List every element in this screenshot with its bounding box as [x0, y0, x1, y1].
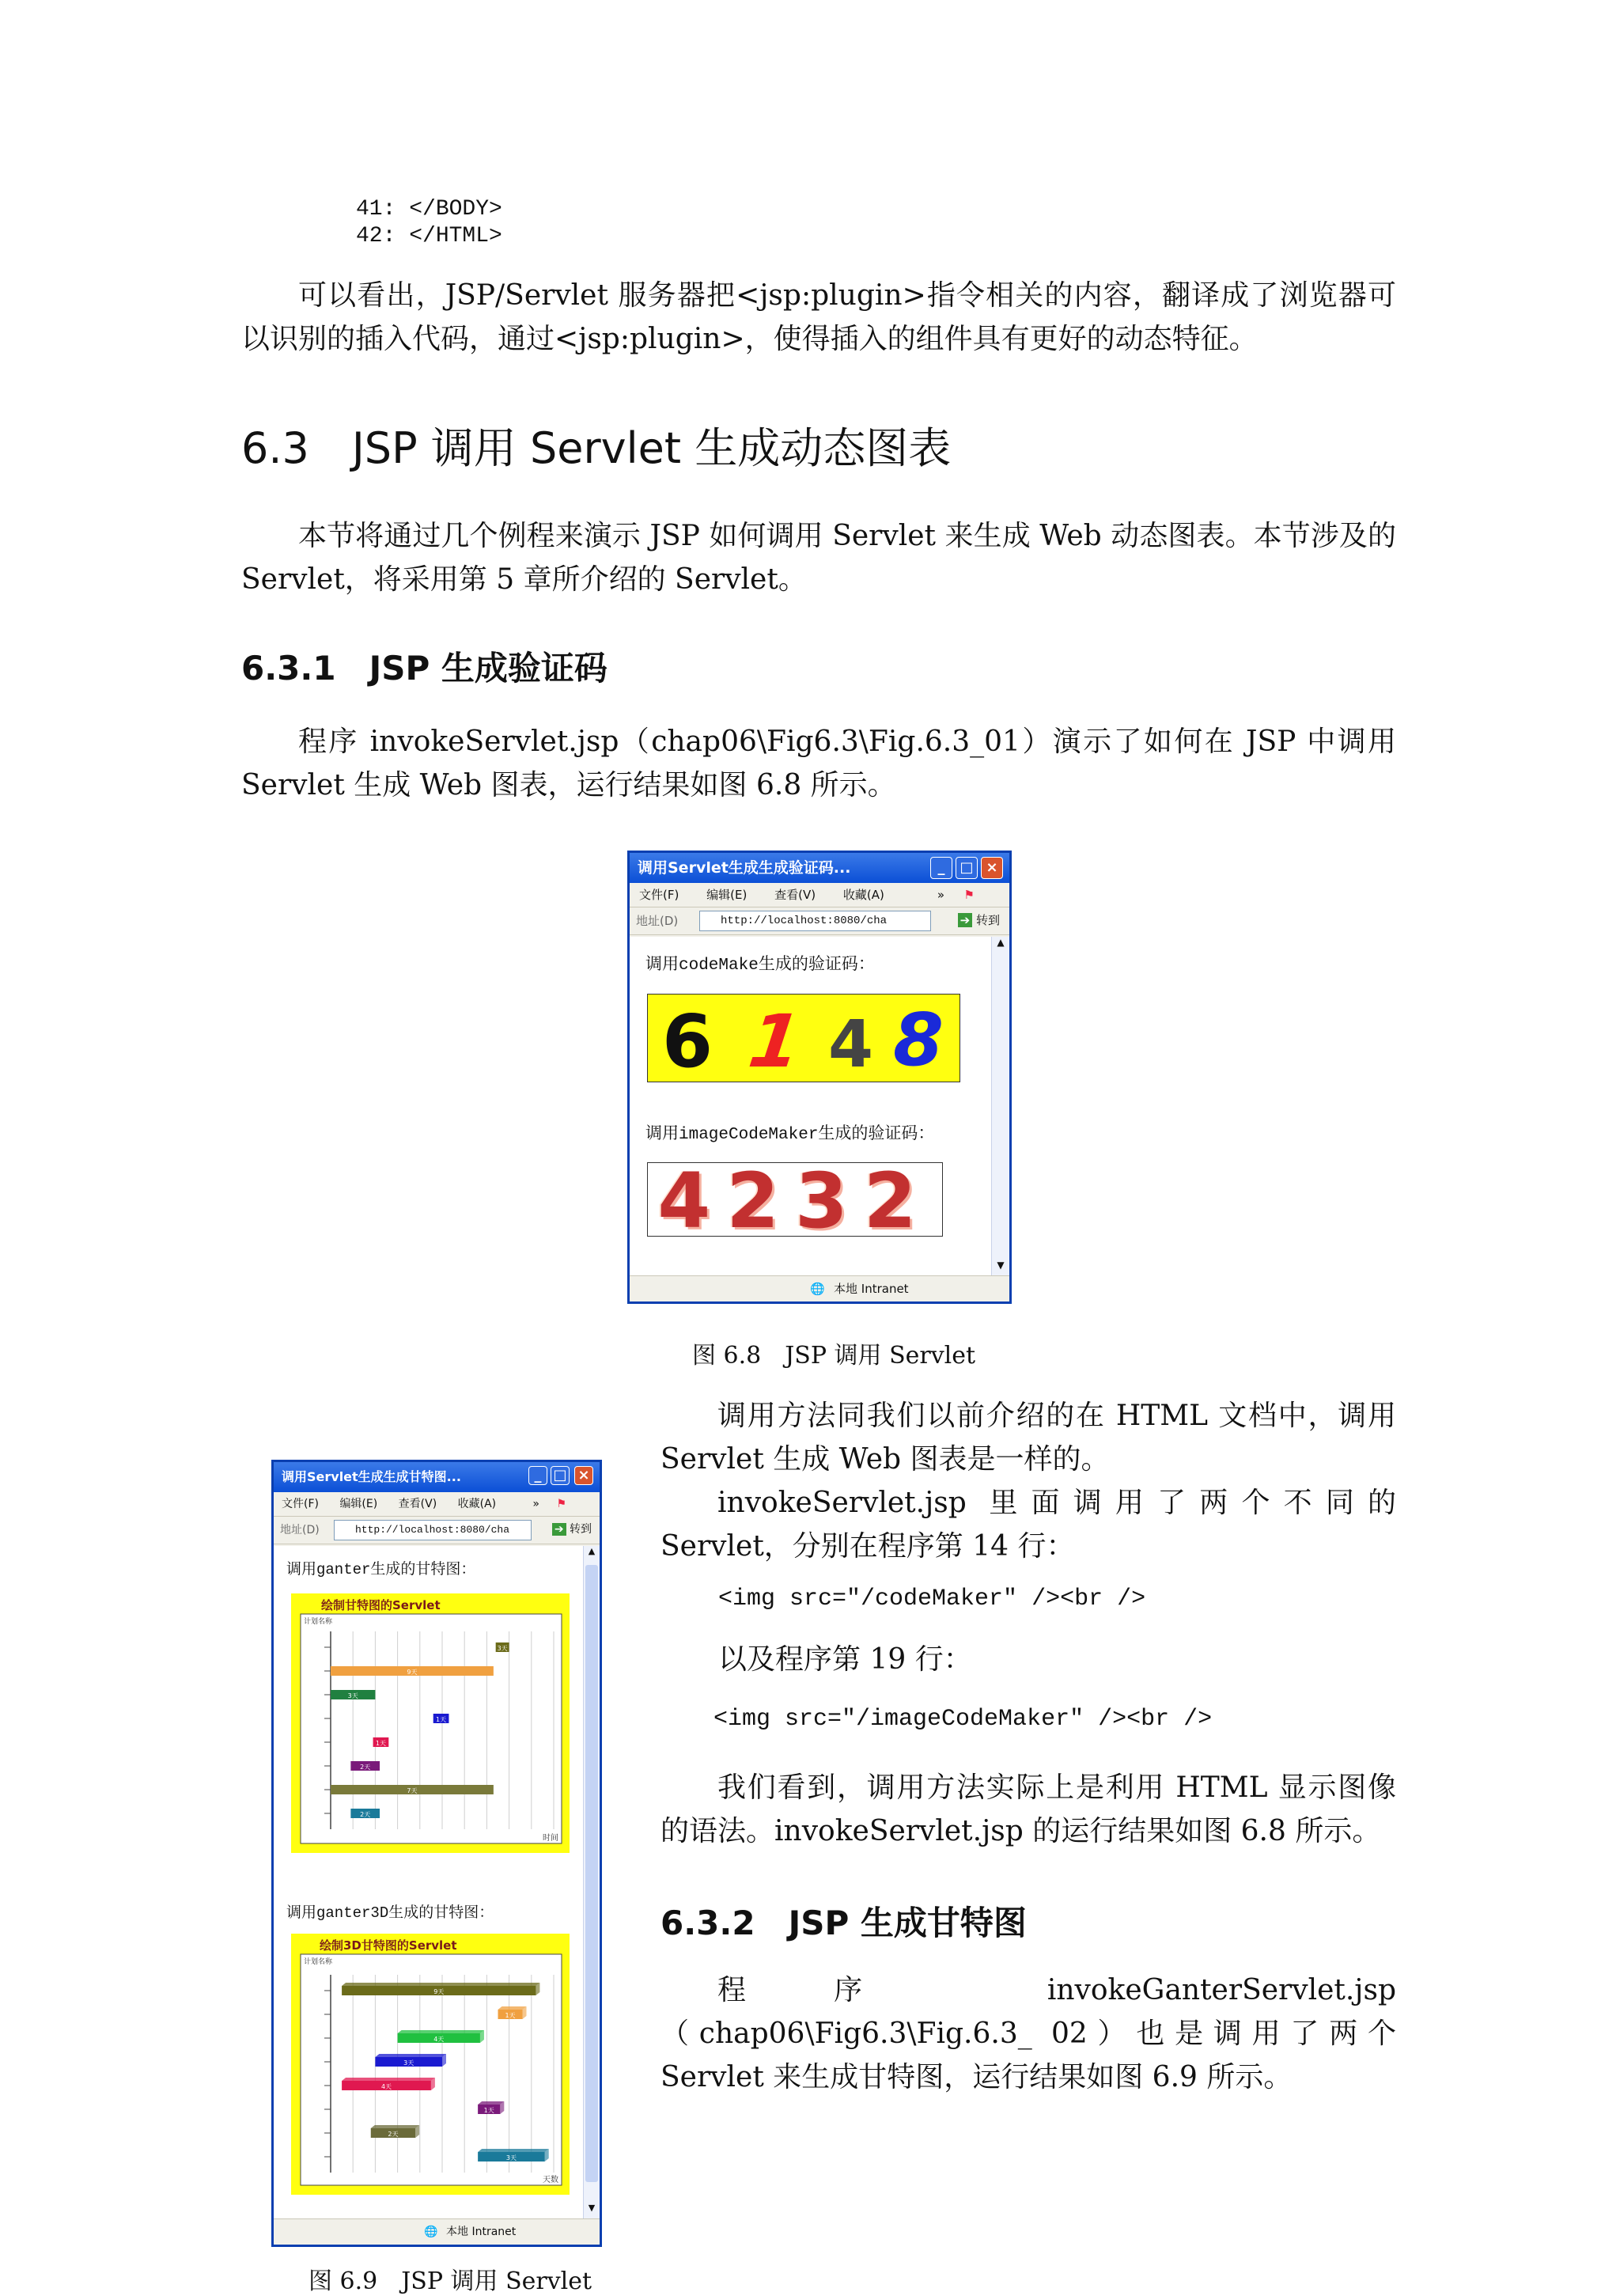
captcha-digit: 4 [828, 1007, 874, 1082]
gantt-bar-label: 3天 [347, 1692, 358, 1699]
scroll-thumb[interactable] [585, 1565, 598, 2182]
scroll-down-icon[interactable]: ▼ [588, 2203, 596, 2213]
page-content [630, 937, 992, 1277]
gantt-chart-2 [291, 1934, 570, 2195]
gantt-bar-top [375, 2054, 446, 2057]
address-bar [274, 1517, 600, 1544]
status-bar [630, 1275, 1009, 1301]
gantt-bar-label: 1天 [483, 2107, 494, 2114]
status-zone: 本地 Intranet [446, 2226, 517, 2238]
gantt-bar-label: 3天 [505, 2154, 517, 2161]
paragraph-line-19: 以及程序第 19 行： [718, 1643, 972, 1676]
chart-title: 绘制3D甘特图的Servlet [320, 1938, 457, 1953]
subsection-title-captcha: 6.3.1 JSP 生成验证码 [241, 649, 608, 688]
minimize-button[interactable]: _ [528, 1466, 547, 1485]
close-button[interactable]: × [574, 1466, 593, 1485]
section-title: 6.3 JSP 调用 Servlet 生成动态图表 [241, 423, 952, 473]
paragraph-html-syntax: 我们看到，调用方法实际上是利用 HTML 显示图像的语法。invokeServlet.jsp 的运行结果如图 6.8 所示。 [660, 1771, 1396, 1847]
gantt-bar-label: 1天 [436, 1716, 447, 1723]
captcha-digit: 8 [893, 998, 944, 1082]
gantt-label-2: 调用ganter3D生成的甘特图： [286, 1904, 494, 1922]
menu-edit[interactable]: 编辑(E) [706, 888, 748, 902]
captcha-digit: 6 [662, 999, 713, 1084]
gantt-bar-label: 1天 [375, 1740, 386, 1747]
minimize-button[interactable]: _ [930, 857, 952, 879]
chart-y-axis-label: 计划名称 [304, 1618, 333, 1626]
menu-view[interactable]: 查看(V) [398, 1498, 437, 1510]
globe-icon: 🌐 [424, 2226, 438, 2238]
gantt-bar-top [342, 2078, 435, 2081]
figure-6-9-browser-window [271, 1460, 602, 2247]
paragraph-captcha-intro: 程序 invokeServlet.jsp（chap06\Fig6.3\Fig.6.3_01）演示了如何在 JSP 中调用 Servlet 生成 Web 图表，运行结果如图 6.8 所示。 [241, 726, 1396, 801]
chart-title: 绘制甘特图的Servlet [321, 1598, 441, 1612]
figure-6-8-browser-window [627, 851, 1012, 1304]
gantt-bar-top [498, 2006, 527, 2010]
status-bar [274, 2218, 600, 2245]
captcha-image-2 [647, 1162, 943, 1237]
gantt-bar-label: 2天 [388, 2131, 399, 2138]
chevron-more-icon[interactable]: » [532, 1498, 539, 1510]
menu-view[interactable]: 查看(V) [774, 888, 816, 902]
menu-file[interactable]: 文件(F) [639, 888, 679, 902]
paragraph-section-intro: 本节将通过几个例程来演示 JSP 如何调用 Servlet 来生成 Web 动态图表。本节涉及的 Servlet，将采用第 5 章所介绍的 Servlet。 [241, 520, 1396, 596]
menu-favorites[interactable]: 收藏(A) [842, 888, 884, 902]
code-line-codemaker: <img src="/codeMaker" /><br /> [718, 1586, 1146, 1612]
paragraph-plugin-summary: 可以看出，JSP/Servlet 服务器把<jsp:plugin>指令相关的内容，翻译成了浏览器可以识别的插入代码，通过<jsp:plugin>，使得插入的组件具有更好的动态特征。 [241, 279, 1396, 355]
code-line: 41: </BODY> [356, 197, 502, 222]
gantt-bar-label: 9天 [407, 1669, 418, 1676]
window-titlebar [630, 853, 1009, 883]
gantt-bar-label: 2天 [360, 1811, 371, 1818]
vertical-scrollbar[interactable] [583, 1546, 600, 2218]
chart-y-axis-label: 计划名称 [304, 1958, 333, 1966]
vertical-scrollbar[interactable] [991, 937, 1009, 1277]
gantt-chart-1 [291, 1593, 570, 1853]
gantt-bar-top [478, 2149, 549, 2152]
windows-flag-icon: ⚑ [556, 1498, 566, 1510]
captcha-text: 4232 [657, 1162, 933, 1237]
figure-6-9-caption: 图 6.9 JSP 调用 Servlet [308, 2268, 592, 2295]
status-zone: 本地 Intranet [834, 1282, 909, 1296]
go-button[interactable] [552, 1520, 592, 1539]
gantt-bar-label: 4天 [380, 2083, 392, 2090]
go-arrow-icon: ➔ [552, 1523, 566, 1536]
captcha-image-1 [647, 994, 960, 1082]
menu-bar [630, 883, 1009, 907]
gantt-bar-label: 3天 [403, 2059, 414, 2067]
menu-file[interactable]: 文件(F) [282, 1498, 319, 1510]
gantt-bar-label: 9天 [433, 1988, 445, 1995]
address-input[interactable]: http://localhost:8080/cha [699, 911, 931, 931]
captcha-label-1: 调用codeMake生成的验证码： [645, 957, 875, 975]
globe-icon: 🌐 [810, 1282, 825, 1296]
window-title: 调用Servlet生成生成甘特图... [282, 1469, 461, 1484]
gantt-bar-label: 2天 [360, 1764, 371, 1771]
paragraph-invoke-method: 调用方法同我们以前介绍的在 HTML 文档中，调用 Servlet 生成 Web 图表是一样的。 [660, 1400, 1396, 1476]
gantt-bar-label: 7天 [407, 1787, 418, 1794]
gantt-bar-label: 1天 [505, 2012, 516, 2019]
chart-x-axis-label: 时间 [543, 1834, 558, 1843]
gantt-bar-label: 3天 [497, 1645, 508, 1652]
menu-edit[interactable]: 编辑(E) [339, 1498, 378, 1510]
windows-flag-icon: ⚑ [963, 888, 975, 902]
gantt-bar-top [478, 2101, 504, 2105]
close-button[interactable]: × [981, 857, 1003, 879]
gantt-bar-top [398, 2030, 484, 2033]
address-label: 地址(D) [636, 914, 679, 928]
page-content [274, 1546, 584, 2218]
chevron-more-icon[interactable]: » [937, 888, 944, 902]
go-arrow-icon: ➔ [958, 913, 973, 927]
menu-bar [274, 1492, 600, 1517]
address-bar [630, 907, 1009, 935]
scroll-up-icon[interactable]: ▲ [997, 937, 1005, 948]
go-label: 转到 [975, 913, 1000, 927]
code-block-top [356, 196, 502, 250]
window-titlebar [274, 1462, 600, 1492]
gantt-bar-label: 4天 [433, 2036, 445, 2043]
code-line: 42: </HTML> [356, 224, 502, 248]
code-line-imagecodemaker: <img src="/imageCodeMaker" /><br /> [713, 1706, 1213, 1733]
captcha-digit: 1 [735, 999, 814, 1084]
captcha-label-2: 调用imageCodeMaker生成的验证码： [645, 1126, 935, 1144]
subsection-title-gantt: 6.3.2 JSP 生成甘特图 [660, 1904, 1027, 1942]
maximize-button[interactable]: □ [956, 857, 978, 879]
chart-x-axis-label: 天数 [543, 2176, 558, 2184]
paragraph-line-14: invokeServlet.jsp 里面调用了两个不同的 Servlet，分别在程序第 14 行： [660, 1487, 1396, 1563]
gantt-label-1: 调用ganter生成的甘特图： [286, 1561, 476, 1578]
paragraph-gantt-intro: 程序 invokeGanterServlet.jsp（chap06\Fig6.3\Fig.6.3_ 02）也是调用了两个 Servlet 来生成甘特图，运行结果如图 6.9 所示。 [660, 1974, 1396, 2093]
address-label: 地址(D) [280, 1524, 320, 1536]
scroll-down-icon[interactable]: ▼ [997, 1260, 1005, 1271]
menu-favorites[interactable]: 收藏(A) [457, 1498, 497, 1510]
go-button[interactable] [958, 911, 1000, 930]
address-input[interactable]: http://localhost:8080/cha [334, 1520, 532, 1540]
go-label: 转到 [570, 1523, 592, 1536]
window-title: 调用Servlet生成生成验证码... [638, 859, 851, 877]
gantt-bar-top [371, 2125, 419, 2128]
gantt-bar-top [342, 1983, 539, 1986]
maximize-button[interactable]: □ [551, 1466, 570, 1485]
scroll-up-icon[interactable]: ▲ [588, 1546, 596, 1556]
figure-6-8-caption: 图 6.8 JSP 调用 Servlet [692, 1342, 976, 1370]
